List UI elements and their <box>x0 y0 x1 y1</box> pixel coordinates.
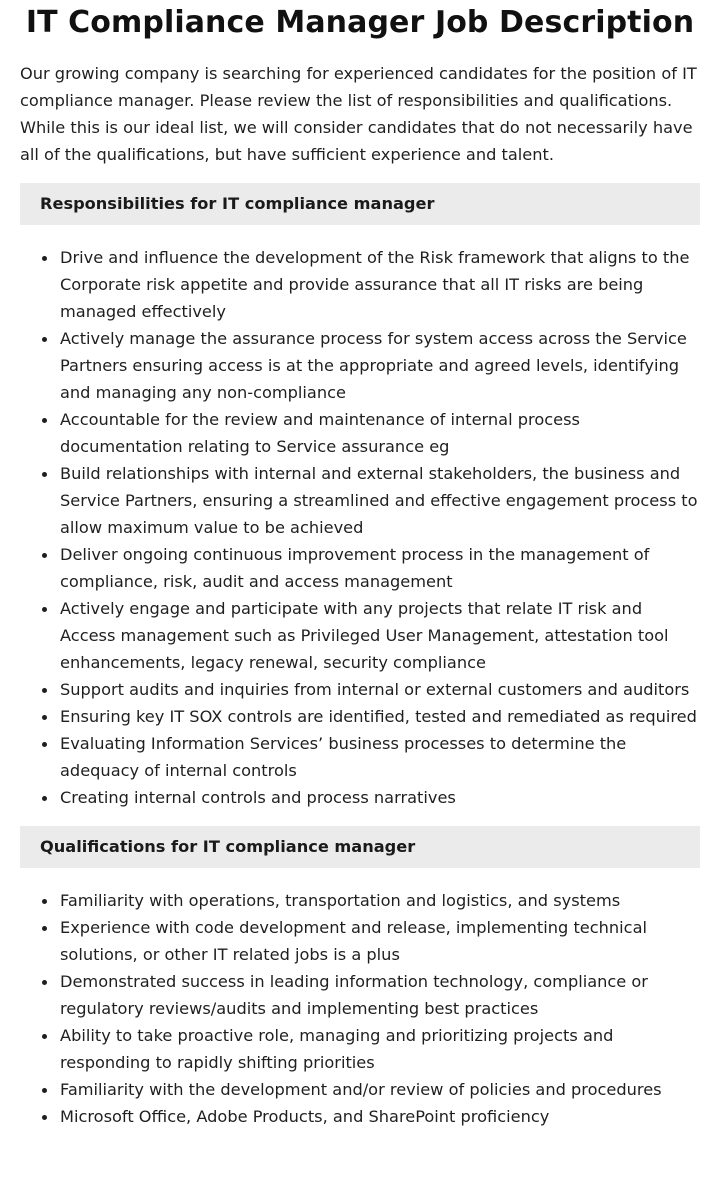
list-item-text: Ability to take proactive role, managing and prioritizing projects and responding to rapidly shifting priorities <box>60 1026 614 1072</box>
qualifications-section <box>20 826 700 1130</box>
list-item <box>60 676 700 703</box>
list-item <box>60 703 700 730</box>
list-item <box>60 887 700 914</box>
list-item <box>60 784 700 811</box>
list-item <box>60 460 700 541</box>
responsibilities-section <box>20 183 700 811</box>
page-title: IT Compliance Manager Job Description <box>25 5 695 40</box>
qualifications-heading: Qualifications for IT compliance manager <box>20 826 700 868</box>
bullet-icon <box>42 1034 47 1039</box>
intro-paragraph: Our growing company is searching for experienced candidates for the position of IT compliance manager. Please review the list of responsibilities and qualifications. While this is our ideal list, we will consider candidates that do not necessarily have all of the qualifications, but have sufficient experience and talent. <box>20 64 697 164</box>
bullet-icon <box>42 418 47 423</box>
list-item <box>60 541 700 595</box>
bullet-icon <box>42 553 47 558</box>
bullet-icon <box>42 1088 47 1093</box>
qualifications-list <box>20 887 700 1130</box>
list-item-text: Ensuring key IT SOX controls are identified, tested and remediated as required <box>60 707 697 726</box>
responsibilities-list <box>20 244 700 811</box>
bullet-icon <box>42 607 47 612</box>
list-item <box>60 1022 700 1076</box>
list-item <box>60 914 700 968</box>
bullet-icon <box>42 337 47 342</box>
responsibilities-heading: Responsibilities for IT compliance manager <box>20 183 700 225</box>
list-item-text: Familiarity with the development and/or review of policies and procedures <box>60 1080 662 1099</box>
bullet-icon <box>42 926 47 931</box>
bullet-icon <box>42 899 47 904</box>
bullet-icon <box>42 796 47 801</box>
list-item <box>60 595 700 676</box>
list-item-text: Accountable for the review and maintenance of internal process documentation relating to Service assurance eg <box>60 410 580 456</box>
list-item-text: Deliver ongoing continuous improvement process in the management of compliance, risk, audit and access management <box>60 545 650 591</box>
bullet-icon <box>42 472 47 477</box>
list-item <box>60 325 700 406</box>
bullet-icon <box>42 1115 47 1120</box>
list-item-text: Microsoft Office, Adobe Products, and SharePoint proficiency <box>60 1107 550 1126</box>
list-item <box>60 968 700 1022</box>
list-item-text: Drive and influence the development of the Risk framework that aligns to the Corporate risk appetite and provide assurance that all IT risks are being managed effectively <box>60 248 690 321</box>
list-item-text: Familiarity with operations, transportation and logistics, and systems <box>60 891 621 910</box>
list-item-text: Build relationships with internal and external stakeholders, the business and Service Partners, ensuring a streamlined and effective engagement process to allow maximum value to be achieved <box>60 464 698 537</box>
list-item-text: Experience with code development and release, implementing technical solutions, or other IT related jobs is a plus <box>60 918 647 964</box>
bullet-icon <box>42 688 47 693</box>
list-item-text: Actively manage the assurance process for system access across the Service Partners ensuring access is at the appropriate and agreed levels, identifying and managing any non-compliance <box>60 329 687 402</box>
bullet-icon <box>42 742 47 747</box>
list-item <box>60 1103 700 1130</box>
list-item-text: Creating internal controls and process narratives <box>60 788 456 807</box>
bullet-icon <box>42 256 47 261</box>
list-item-text: Evaluating Information Services’ business processes to determine the adequacy of internal controls <box>60 734 627 780</box>
list-item-text: Demonstrated success in leading information technology, compliance or regulatory reviews/audits and implementing best practices <box>60 972 648 1018</box>
bullet-icon <box>42 980 47 985</box>
list-item-text: Actively engage and participate with any projects that relate IT risk and Access management such as Privileged User Management, attestation tool enhancements, legacy renewal, security compliance <box>60 599 669 672</box>
list-item <box>60 244 700 325</box>
list-item <box>60 1076 700 1103</box>
bullet-icon <box>42 715 47 720</box>
list-item <box>60 730 700 784</box>
list-item-text: Support audits and inquiries from internal or external customers and auditors <box>60 680 690 699</box>
list-item <box>60 406 700 460</box>
